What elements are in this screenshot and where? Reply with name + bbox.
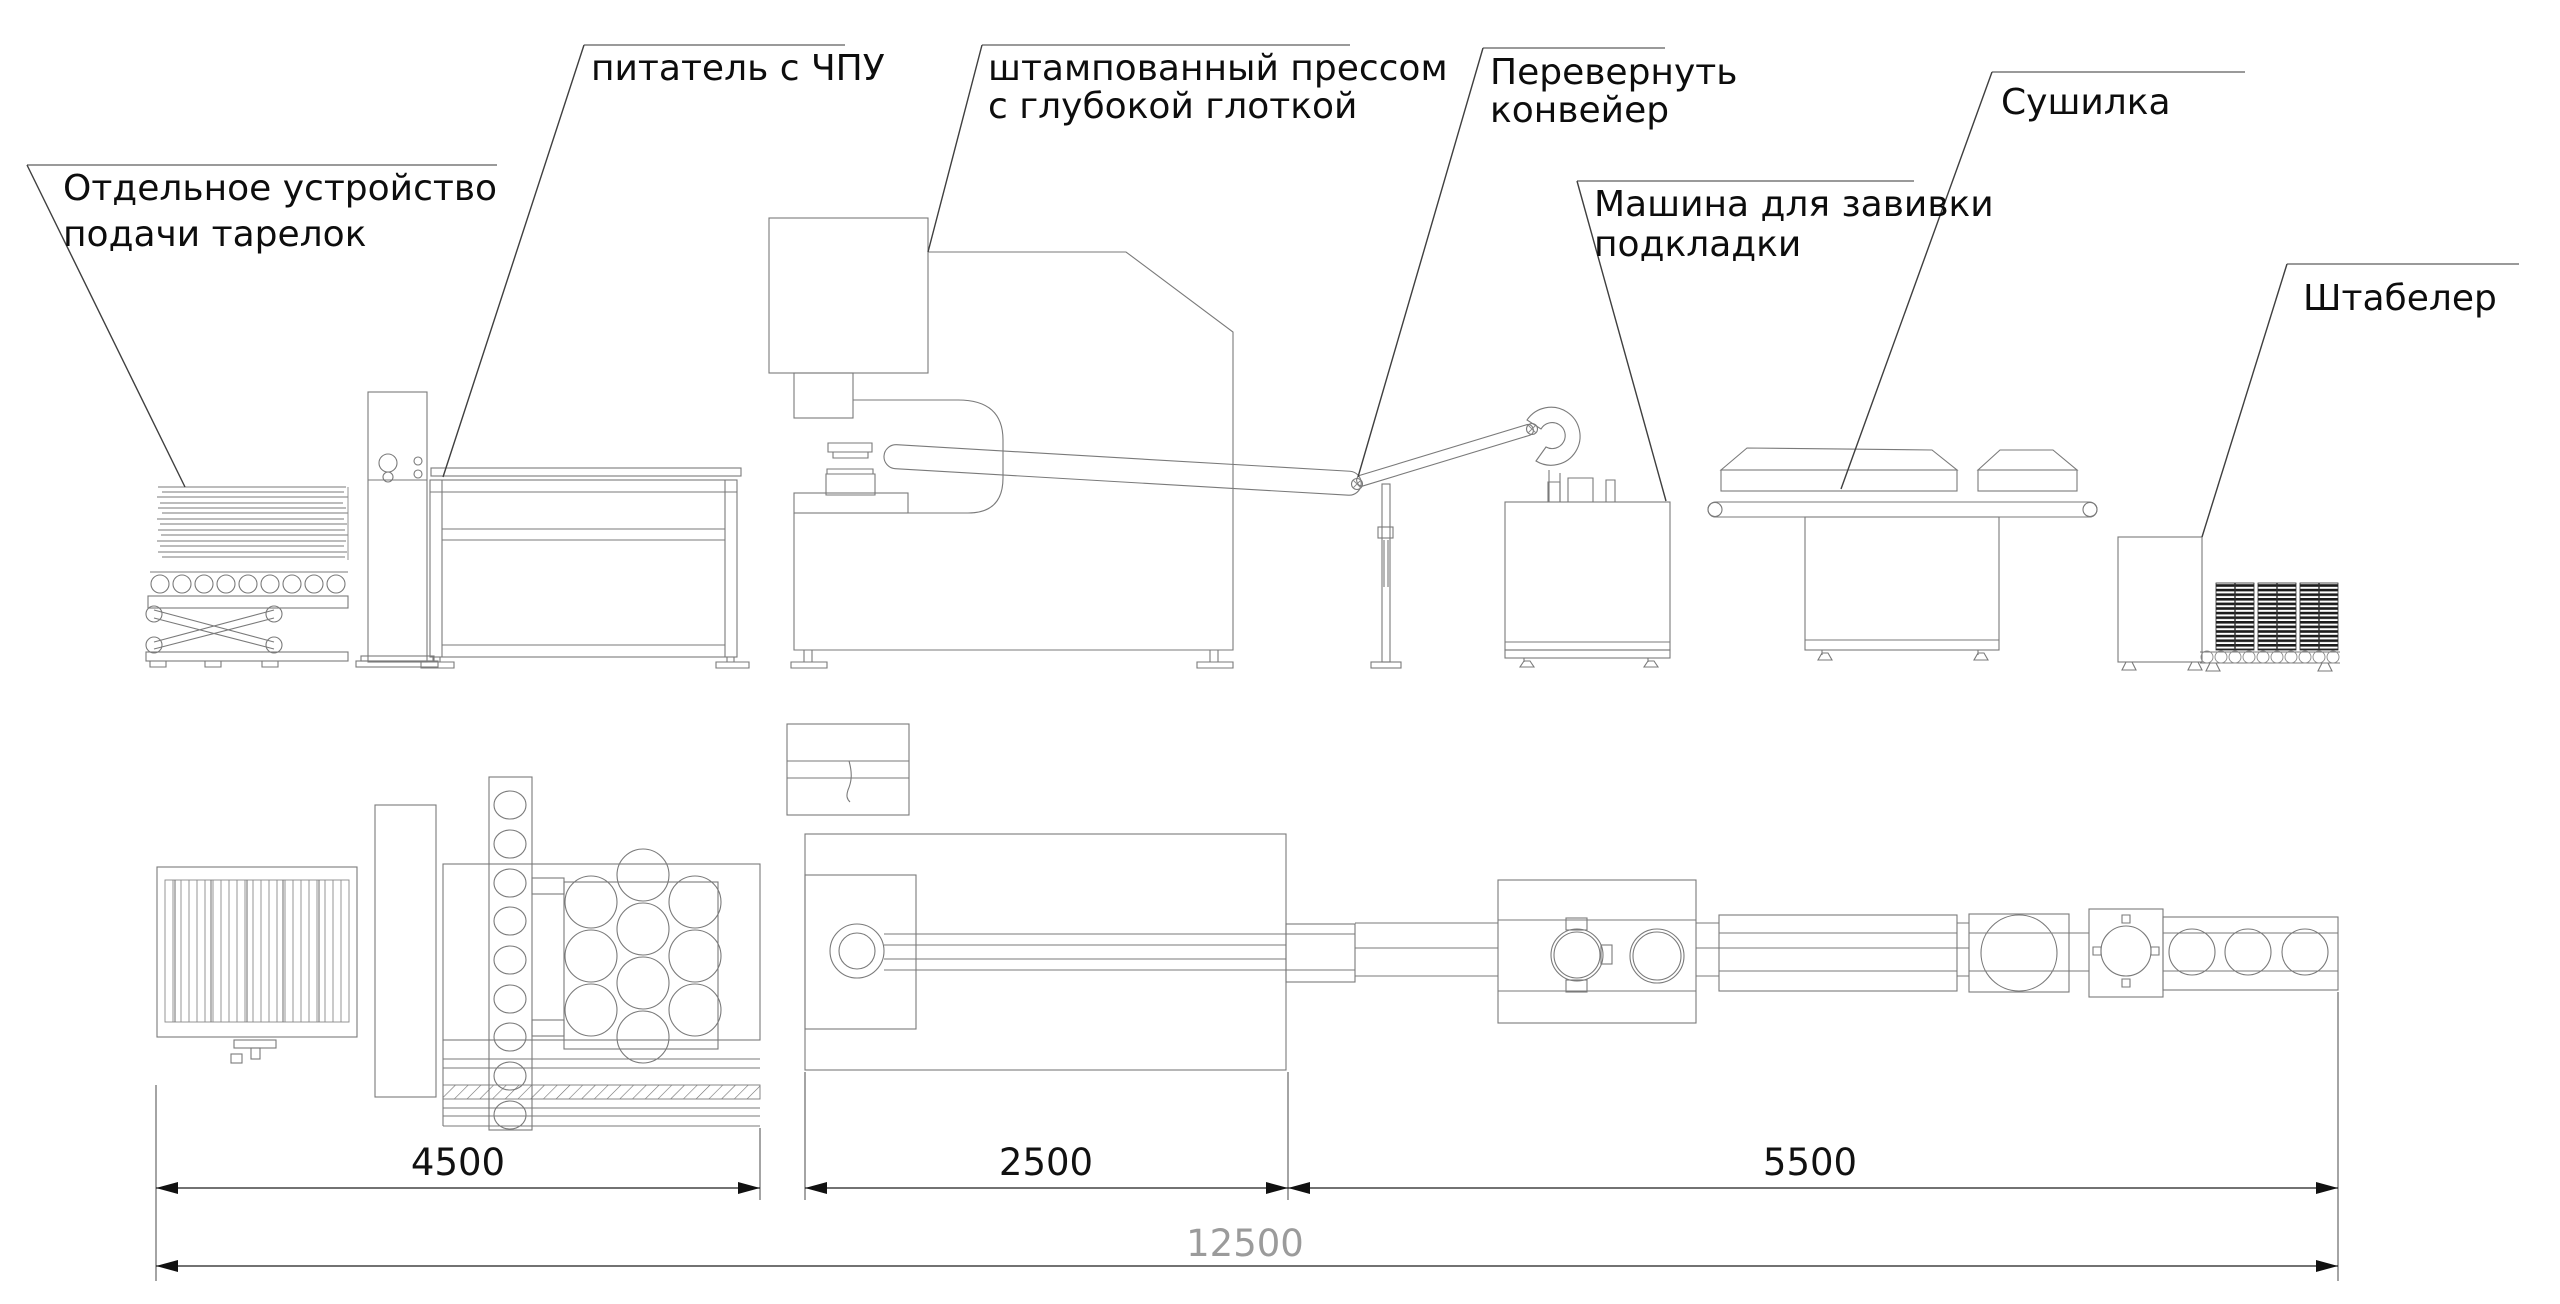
stacker-rollers bbox=[2201, 651, 2339, 663]
drop-chute bbox=[1549, 470, 1560, 502]
press-plan bbox=[787, 724, 1498, 1070]
upper-die bbox=[828, 443, 872, 458]
flip-conveyor-elevation bbox=[1527, 407, 1580, 502]
label-flip-conveyor-line1: Перевернуть bbox=[1490, 52, 1738, 93]
label-press-line2: с глубокой глоткой bbox=[988, 86, 1358, 127]
dim-seg3: 5500 bbox=[1762, 1141, 1858, 1184]
stacker-head-plan bbox=[2089, 909, 2163, 997]
label-press-line1: штампованный прессом bbox=[988, 48, 1448, 89]
elevation-view bbox=[146, 218, 2340, 671]
lower-die bbox=[826, 469, 875, 495]
stacker-elevation bbox=[2118, 537, 2340, 671]
label-flip-conveyor-line2: конвейер bbox=[1490, 90, 1670, 131]
label-lining-curler-line2: подкладки bbox=[1594, 224, 1802, 265]
lift-arm bbox=[1355, 423, 1534, 487]
plate-stack bbox=[157, 487, 348, 560]
conveyor-arm bbox=[883, 444, 1362, 496]
press-bolster bbox=[794, 493, 908, 513]
stacker-cabinet bbox=[2118, 537, 2202, 662]
transfer-conveyor-elevation bbox=[883, 423, 1537, 668]
feed-bar-plan bbox=[884, 934, 1286, 970]
scissor-mechanism bbox=[146, 606, 282, 653]
infeed-belt-plan bbox=[443, 1040, 760, 1126]
feeder-rollers bbox=[151, 575, 345, 593]
cnc-feeder-plan bbox=[375, 777, 760, 1130]
cnc-feeder-elevation bbox=[356, 392, 749, 668]
press-bed-plan bbox=[805, 834, 1286, 1070]
outfeed-conveyor-plan bbox=[2163, 917, 2338, 990]
control-box-plan bbox=[787, 724, 909, 815]
dim-seg2: 2500 bbox=[998, 1141, 1094, 1184]
suction-cups bbox=[494, 791, 526, 1129]
stacker-plan bbox=[2089, 909, 2338, 997]
table-frame bbox=[430, 480, 737, 657]
plate-feeder-plan bbox=[157, 867, 357, 1063]
lining-curler-plan bbox=[1498, 880, 1719, 1023]
labels bbox=[63, 48, 2497, 319]
press-throat bbox=[853, 400, 1003, 513]
dim-total: 12500 bbox=[1186, 1222, 1304, 1265]
drive-bracket bbox=[234, 1040, 276, 1048]
dryer-hood-2-top bbox=[1978, 450, 2077, 470]
plate-blanks bbox=[565, 849, 721, 1063]
label-plate-feeder-line1: Отдельное устройство bbox=[63, 168, 498, 209]
dryer-plan bbox=[1719, 914, 2089, 992]
plate-stacks bbox=[2216, 583, 2338, 650]
plan-view bbox=[157, 724, 2338, 1130]
press-head bbox=[769, 218, 928, 373]
label-stacker: Штабелер bbox=[2303, 278, 2497, 319]
flip-arc bbox=[1527, 407, 1580, 465]
curler-pipes bbox=[1548, 478, 1615, 502]
dryer-hood-1-top bbox=[1721, 448, 1957, 470]
table-top-plate bbox=[431, 468, 741, 476]
dryer-conveyor bbox=[1708, 502, 2097, 517]
press-body bbox=[794, 252, 1233, 650]
press-elevation bbox=[769, 218, 1233, 668]
dryer-table bbox=[1805, 517, 1999, 650]
support-post bbox=[1382, 484, 1390, 662]
plate-nest bbox=[564, 882, 718, 1049]
dimensions bbox=[156, 992, 2338, 1281]
press-ram bbox=[794, 373, 853, 418]
label-cnc-feeder: питатель с ЧПУ bbox=[591, 48, 885, 89]
dim-seg1: 4500 bbox=[410, 1141, 506, 1184]
dryer-hood-2 bbox=[1978, 470, 2077, 491]
feeder-column-plan bbox=[375, 805, 436, 1097]
lining-curler-elevation bbox=[1505, 478, 1670, 667]
dryer-hood-1 bbox=[1721, 470, 1957, 491]
label-plate-feeder-line2: подачи тарелок bbox=[63, 214, 367, 255]
plate-feeder-elevation bbox=[146, 487, 348, 667]
label-dryer: Сушилка bbox=[2001, 82, 2171, 123]
feed-deck-plan bbox=[443, 864, 760, 1040]
label-lining-curler-line1: Машина для завивки bbox=[1594, 184, 1994, 225]
dryer-elevation bbox=[1708, 448, 2097, 660]
